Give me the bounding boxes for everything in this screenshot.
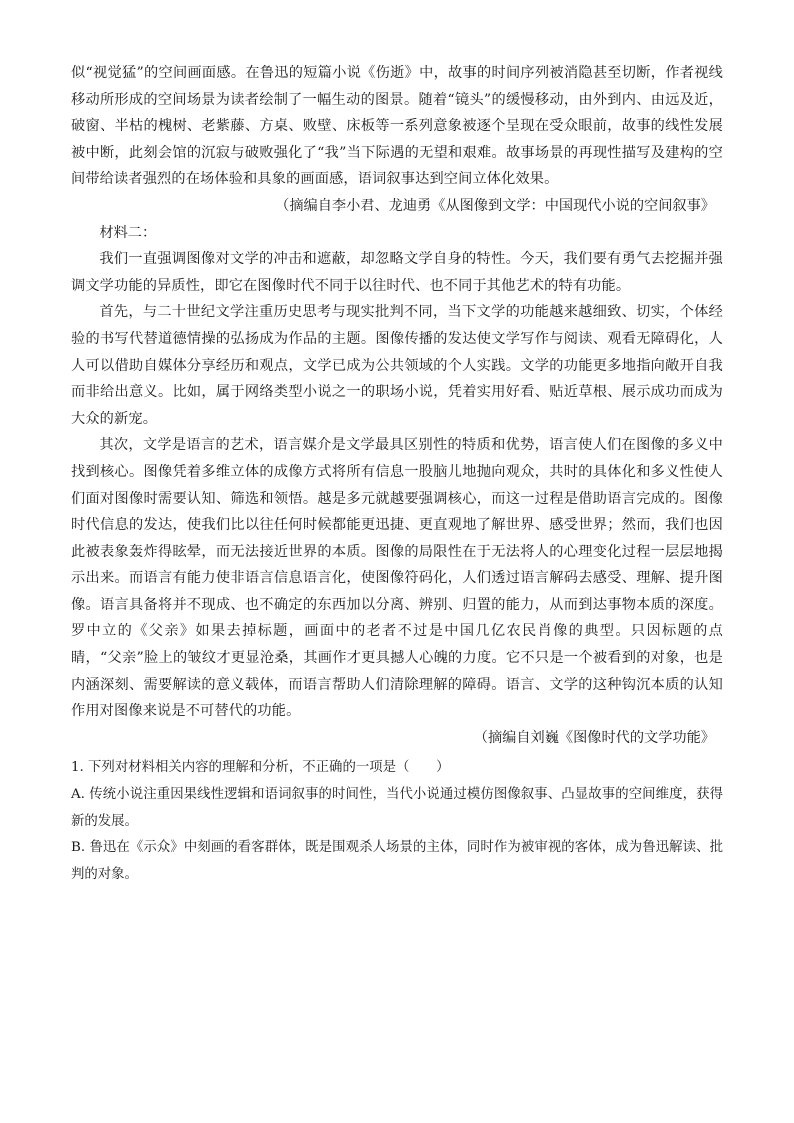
question-1-option-b: B. 鲁迅在《示众》中刻画的看客群体，既是围观杀人场景的主体，同时作为被审视的客体，成为鲁迅解读、批判的对象。: [71, 840, 723, 882]
material2-paragraph-3: 其次，文学是语言的艺术，语言媒介是文学最具区别性的特质和优势，语言使人们在图像的多义中找到核心。图像凭着多维立体的成像方式将所有信息一股脑儿地抛向观众，共时的具体化和多义性使人们面对图像时需要认知、筛选和领悟。越是多元就越要强调核心，而这一过程是借助语言完成的。图像时代信息的发达，使我们比以往任何时候都能更迅捷、更直观地了解世界、感受世界；然而，我们也因此被表象轰炸得眩晕，而无法接近世界的本质。图像的局限性在于无法将人的心理变化过程一层层地揭示出来。而语言有能力使非语言信息语言化，使图像符码化，人们透过语言解码去感受、理解、提升图像。语言具备将并不现成、也不确定的东西加以分离、辨别、归置的能力，从而到达事物本质的深度。罗中立的《父亲》如果去掉标题，画面中的老者不过是中国几亿农民肖像的典型。只因标题的点睛，“父亲”脸上的皱纹才更显沧桑，其画作才更具撼人心魄的力度。它不只是一个被看到的对象，也是内涵深刻、需要解读的意义载体，而语言帮助人们清除理解的障碍。语言、文学的这种钩沉本质的认知作用对图像来说是不可替代的功能。: [71, 437, 723, 720]
material1-source: （摘编自李小君、龙迪勇《从图像到文学：中国现代小说的空间叙事》: [275, 197, 715, 214]
material2-paragraph-2: 首先，与二十世纪文学注重历史思考与现实批判不同，当下文学的功能越来越细致、切实，个体经验的书写代替道德情操的弘扬成为作品的主题。图像传播的发达使文学写作与阅读、观看无障碍化，人人可以借助自媒体分享经历和观点，文学已成为公共领域的个人实践。文学的功能更多地指向敞开自我而非给出意义。比如，属于网络类型小说之一的职场小说，凭着实用好看、贴近草根、展示成功而成为大众的新宠。: [71, 304, 723, 427]
question-1-option-a: A. 传统小说注重因果线性逻辑和语词叙事的时间性，当代小说通过模仿图像叙事、凸显故事的空间维度，获得新的发展。: [71, 787, 723, 829]
material2-paragraph-1: 我们一直强调图像对文学的冲击和遮蔽，却忽略文学自身的特性。今天，我们要有勇气去挖掘并强调文学功能的异质性，即它在图像时代不同于以往时代、也不同于其他艺术的特有功能。: [71, 251, 723, 294]
material2-heading: 材料二：: [99, 224, 157, 241]
document-page: [71, 60, 723, 888]
question-1-stem: 1. 下列对材料相关内容的理解和分析，不正确的一项是（ ）: [71, 760, 450, 776]
material2-source: （摘编自刘巍《图像时代的文学功能》: [473, 729, 715, 746]
material1-tail-paragraph: 似“视觉猛”的空间画面感。在鲁迅的短篇小说《伤逝》中，故事的时间序列被消隐甚至切断，作者视线移动所形成的空间场景为读者绘制了一幅生动的图景。随着“镜头”的缓慢移动，由外到内、由远及近，破窗、半枯的槐树、老紫藤、方桌、败壁、床板等一系列意象被逐个呈现在受众眼前，故事的线性发展被中断，此刻会馆的沉寂与破败强化了“我”当下际遇的无望和艰难。故事场景的再现性描写及建构的空间带给读者强烈的在场体验和具象的画面感，语词叙事达到空间立体化效果。: [71, 65, 723, 188]
